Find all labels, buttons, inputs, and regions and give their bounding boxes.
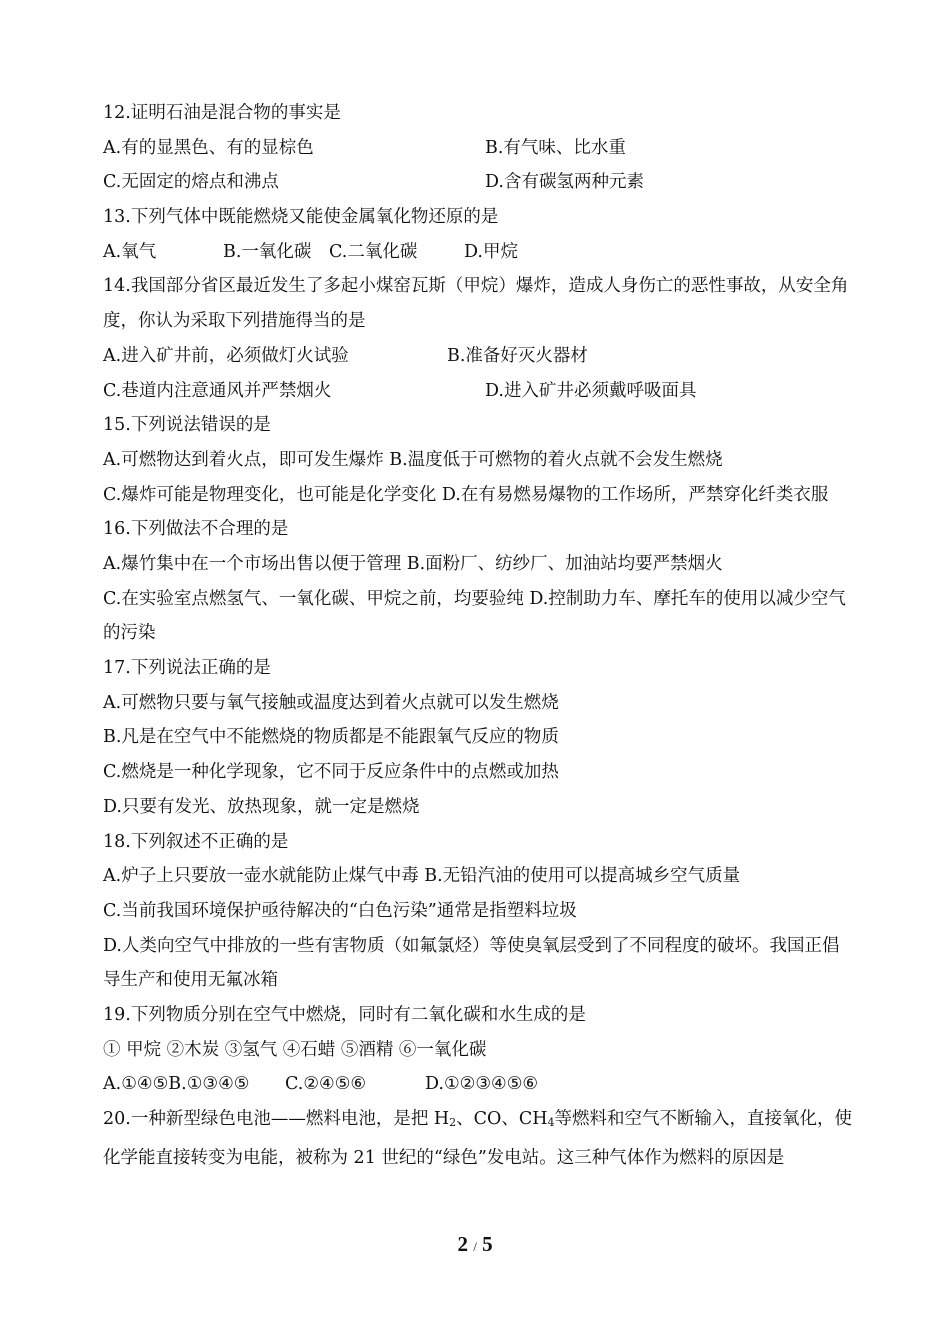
q14-option-c: C.巷道内注意通风并严禁烟火 bbox=[103, 380, 332, 401]
q19-options-row bbox=[103, 1067, 853, 1102]
q14-option-a: A.进入矿井前，必须做灯火试验 bbox=[103, 345, 349, 366]
q14-option-b: B.准备好灭火器材 bbox=[447, 345, 588, 366]
q19-option-d: D.①②③④⑤⑥ bbox=[425, 1074, 539, 1095]
q15-options-cd: C.爆炸可能是物理变化，也可能是化学变化 D.在有易燃易爆物的工作场所，严禁穿化纤类衣服 bbox=[103, 484, 829, 505]
page-total: 5 bbox=[482, 1232, 493, 1256]
q12-stem: 12.证明石油是混合物的事实是 bbox=[103, 103, 341, 123]
page-separator: / bbox=[473, 1239, 477, 1254]
q16-options-cd: C.在实验室点燃氢气、一氧化碳、甲烷之前，均要验纯 D.控制助力车、摩托车的使用以减少空气的污染 bbox=[103, 588, 846, 644]
q18-options-ab: A.炉子上只要放一壶水就能防止煤气中毒 B.无铅汽油的使用可以提高城乡空气质量 bbox=[103, 866, 741, 887]
q12-options-row-1 bbox=[103, 131, 853, 166]
q17-option-b: B.凡是在空气中不能燃烧的物质都是不能跟氧气反应的物质 bbox=[103, 727, 559, 748]
document-body bbox=[103, 96, 853, 1175]
q13-option-c: C.二氧化碳 bbox=[329, 241, 418, 262]
q19-option-c: C.②④⑤⑥ bbox=[285, 1074, 367, 1095]
q14-option-d: D.进入矿井必须戴呼吸面具 bbox=[485, 380, 697, 401]
q13-option-a: A.氧气 bbox=[103, 241, 157, 262]
q18-stem: 18.下列叙述不正确的是 bbox=[103, 831, 289, 852]
q18-option-c: C.当前我国环境保护亟待解决的“白色污染”通常是指塑料垃圾 bbox=[103, 900, 577, 921]
q19-stem: 19.下列物质分别在空气中燃烧，同时有二氧化碳和水生成的是 bbox=[103, 1004, 586, 1025]
q18-option-d: D.人类向空气中排放的一些有害物质（如氟氯烃）等使臭氧层受到了不同程度的破坏。我国正倡导生产和使用无氟冰箱 bbox=[103, 935, 840, 991]
q19-items: ① 甲烷 ②木炭 ③氢气 ④石蜡 ⑤酒精 ⑥一氧化碳 bbox=[103, 1039, 487, 1060]
q15-options-ab: A.可燃物达到着火点，即可发生爆炸 B.温度低于可燃物的着火点就不会发生燃烧 bbox=[103, 449, 723, 470]
q20-stem bbox=[103, 1102, 853, 1175]
q14-options-row-2 bbox=[103, 374, 853, 409]
q20-stem-part-3: 等燃料和空气不断输入，直接氧化，使化学能直接转变为电能，被称为 21 世纪的“绿色”发电站。这三种气体作为燃料的原因是 bbox=[103, 1109, 853, 1168]
q12-options-row-2 bbox=[103, 165, 853, 200]
q12-option-c: C.无固定的熔点和沸点 bbox=[103, 172, 279, 193]
q17-option-c: C.燃烧是一种化学现象，它不同于反应条件中的点燃或加热 bbox=[103, 762, 559, 783]
q17-option-a: A.可燃物只要与氧气接触或温度达到着火点就可以发生燃烧 bbox=[103, 692, 559, 713]
q13-stem: 13.下列气体中既能燃烧又能使金属氧化物还原的是 bbox=[103, 207, 499, 228]
q16-stem: 16.下列做法不合理的是 bbox=[103, 519, 289, 540]
q20-subscript-h2: 2 bbox=[449, 1116, 457, 1130]
page-current: 2 bbox=[457, 1232, 468, 1256]
q17-option-d: D.只要有发光、放热现象，就一定是燃烧 bbox=[103, 796, 420, 817]
q14-options-row-1 bbox=[103, 339, 853, 374]
q12-option-a: A.有的显黑色、有的显棕色 bbox=[103, 137, 314, 158]
q13-option-d: D.甲烷 bbox=[464, 241, 518, 262]
q16-options-ab: A.爆竹集中在一个市场出售以便于管理 B.面粉厂、纺纱厂、加油站均要严禁烟火 bbox=[103, 553, 723, 574]
q13-option-b: B.一氧化碳 bbox=[223, 241, 312, 262]
q14-stem: 14.我国部分省区最近发生了多起小煤窑瓦斯（甲烷）爆炸，造成人身伤亡的恶性事故，从安全角度，你认为采取下列措施得当的是 bbox=[103, 276, 849, 332]
page-number bbox=[0, 1232, 950, 1257]
q12-option-b: B.有气味、比水重 bbox=[485, 137, 626, 158]
q12-option-d: D.含有碳氢两种元素 bbox=[485, 172, 644, 193]
q20-stem-part-1: 20.一种新型绿色电池——燃料电池，是把 H bbox=[103, 1109, 450, 1130]
q20-stem-part-2: 、CO、CH bbox=[456, 1109, 548, 1130]
q13-options-row bbox=[103, 235, 853, 270]
q15-stem: 15.下列说法错误的是 bbox=[103, 415, 271, 436]
q19-options-ab: A.①④⑤B.①③④⑤ bbox=[103, 1074, 250, 1095]
q20-subscript-ch4: 4 bbox=[547, 1116, 555, 1130]
q17-stem: 17.下列说法正确的是 bbox=[103, 658, 271, 679]
